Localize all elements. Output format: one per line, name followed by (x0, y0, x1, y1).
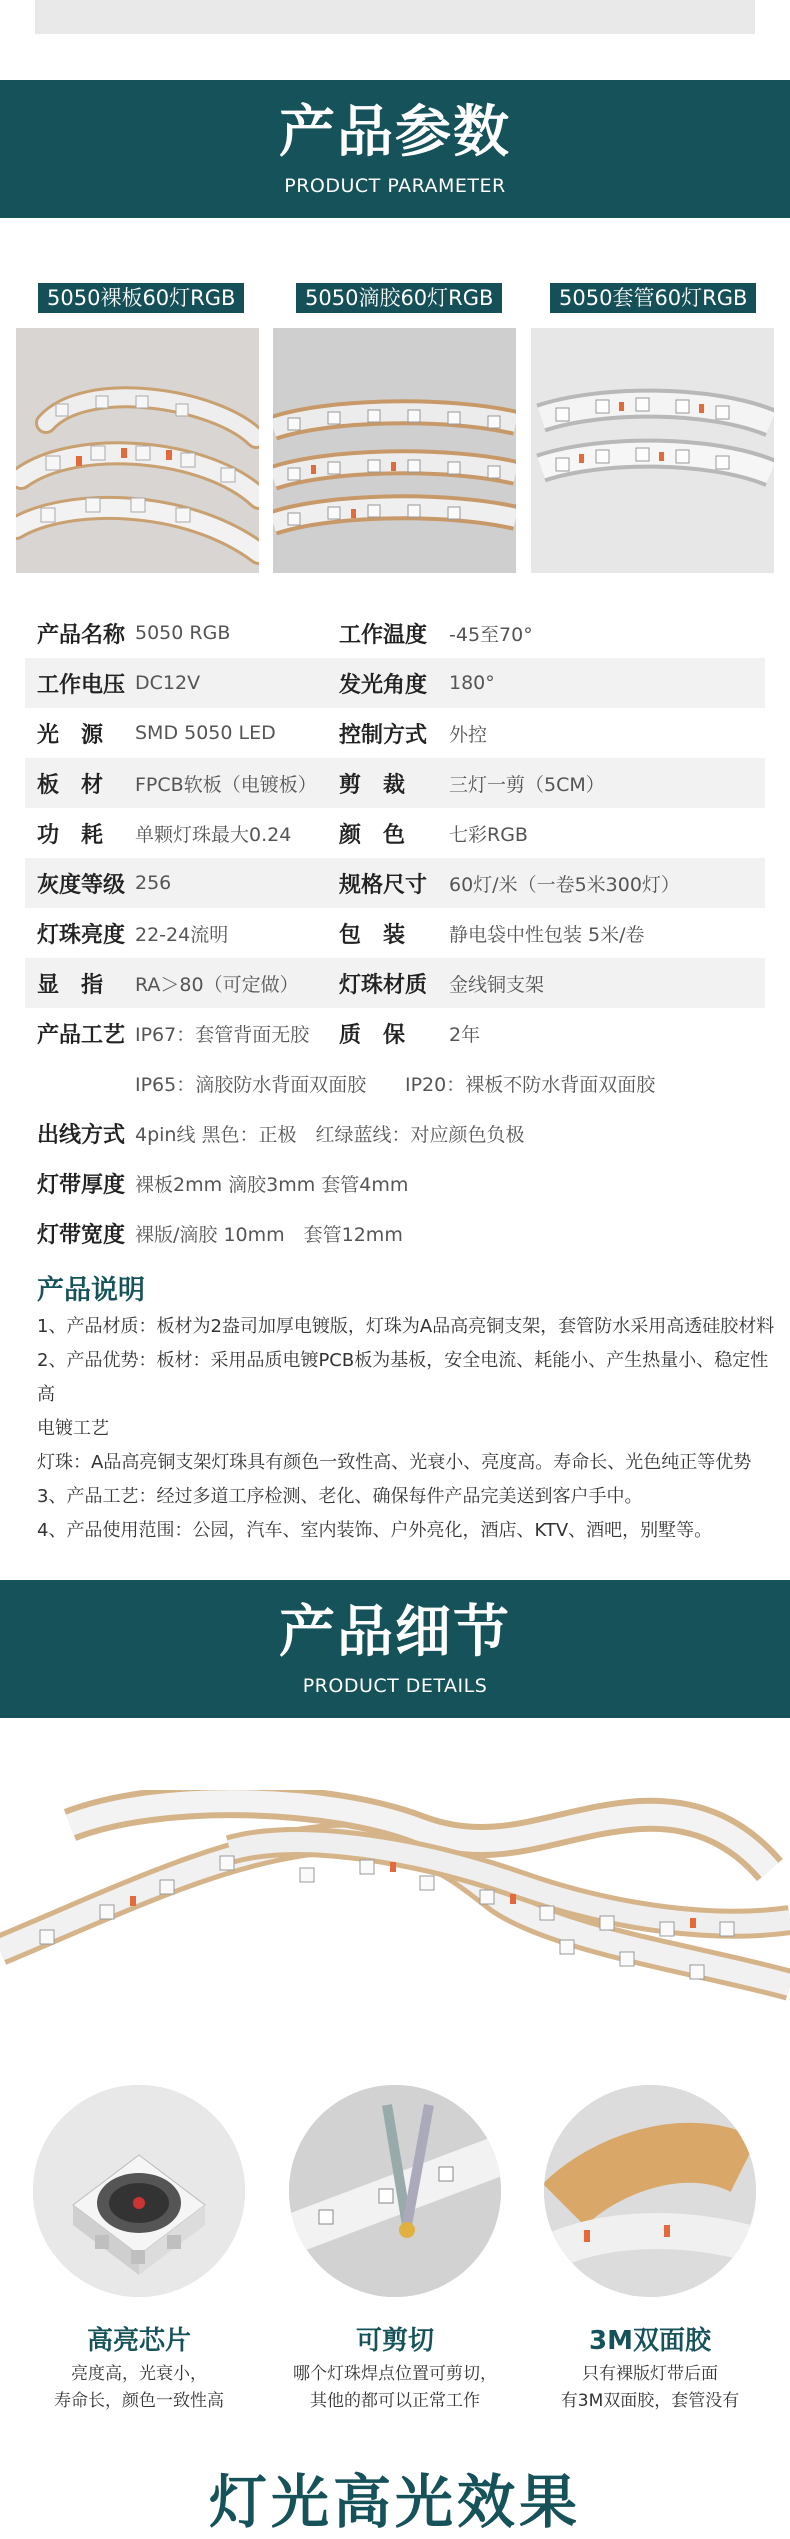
spec-value: 60灯/米（一卷5米300灯） (449, 873, 680, 896)
spec-key: 灰度等级 (37, 872, 126, 898)
spec-key: 显 指 (37, 972, 104, 998)
spec-key: 光 源 (37, 722, 104, 748)
lighting-effect-title: 灯光高光效果 (208, 2468, 581, 2536)
description-line: 3、产品工艺：经过多道工序检测、老化、确保每件产品完美送到客户手中。 (37, 1486, 643, 1507)
description-title: 产品说明 (37, 1275, 145, 1306)
spec-row (25, 1158, 765, 1208)
spec-key: 发光角度 (339, 672, 428, 698)
feature-description (525, 2361, 775, 2415)
spec-value: 七彩RGB (449, 823, 528, 846)
params-subtitle: PRODUCT PARAMETER (284, 175, 506, 197)
spec-table (25, 608, 765, 1258)
spec-row (25, 758, 765, 808)
chip-closeup-image (33, 2085, 245, 2297)
spec-key: 产品名称 (37, 622, 126, 648)
feature-title: 3M双面胶 (589, 2326, 711, 2356)
spec-value: 180° (449, 672, 495, 694)
feature-line: 亮度高，光衰小， (71, 2364, 207, 2384)
feature-line: 有3M双面胶，套管没有 (560, 2391, 740, 2411)
spec-key: 灯带宽度 (37, 1222, 126, 1248)
spec-row (25, 958, 765, 1008)
tab-epoxy: 5050滴胶60灯RGB (296, 283, 502, 313)
spec-value: 单颗灯珠最大0.24 (135, 823, 292, 846)
params-banner (0, 80, 790, 218)
description-line: 电镀工艺 (37, 1418, 109, 1439)
spec-value: 静电袋中性包装 5米/卷 (449, 923, 645, 946)
spec-row (25, 608, 765, 658)
spec-value: FPCB软板（电镀板） (135, 773, 317, 796)
spec-key: 灯珠材质 (339, 972, 428, 998)
spec-key: 灯带厚度 (37, 1172, 126, 1198)
feature-line: 只有裸版灯带后面 (582, 2364, 718, 2384)
feature-line: 哪个灯珠焊点位置可剪切， (293, 2364, 497, 2384)
spec-value: SMD 5050 LED (135, 722, 276, 744)
feature-description (14, 2361, 264, 2415)
spec-value: IP20：裸板不防水背面双面胶 (405, 1073, 656, 1096)
spec-key: 出线方式 (37, 1122, 126, 1148)
params-title: 产品参数 (279, 100, 511, 165)
spec-row (25, 1008, 765, 1058)
spec-key: 包 装 (339, 922, 406, 948)
top-gray-bar (35, 0, 755, 34)
spec-row (25, 658, 765, 708)
spec-row (25, 1108, 765, 1158)
spec-value: -45至70° (449, 623, 533, 646)
feature-description (270, 2361, 520, 2415)
spec-row (25, 708, 765, 758)
spec-key: 灯珠亮度 (37, 922, 126, 948)
details-subtitle: PRODUCT DETAILS (302, 1675, 488, 1697)
spec-key: 工作温度 (339, 622, 428, 648)
spec-value: 4pin线 黑色：正极 红绿蓝线：对应颜色负极 (135, 1123, 525, 1146)
feature-line: 其他的都可以正常工作 (310, 2391, 480, 2411)
tab-bare-board: 5050裸板60灯RGB (38, 283, 244, 313)
tape-backing-image (544, 2085, 756, 2297)
spec-row (25, 858, 765, 908)
spec-key: 规格尺寸 (339, 872, 428, 898)
feature-title: 可剪切 (355, 2326, 434, 2356)
spec-value: 裸板2mm 滴胶3mm 套管4mm (135, 1173, 409, 1196)
spec-value: IP65：滴胶防水背面双面胶 (135, 1073, 367, 1096)
description-line: 4、产品使用范围：公园，汽车、室内装饰、户外亮化，酒店、KTV、酒吧，别墅等。 (37, 1520, 713, 1541)
feature-line: 寿命长，颜色一致性高 (54, 2391, 224, 2411)
spec-value: RA＞80（可定做） (135, 973, 299, 996)
spec-row (25, 1208, 765, 1258)
description-body (37, 1310, 777, 1548)
spec-value: 22-24流明 (135, 923, 229, 946)
description-line: 灯珠：A品高亮铜支架灯珠具有颜色一致性高、光衰小、亮度高。寿命长、光色纯正等优势 (37, 1452, 752, 1473)
led-strip-detail-image (0, 1790, 790, 2020)
spec-value: 金线铜支架 (449, 973, 545, 996)
description-line: 1、产品材质：板材为2盎司加厚电镀版，灯珠为A品高亮铜支架，套管防水采用高透硅胶材料 (37, 1316, 775, 1337)
details-title: 产品细节 (279, 1600, 511, 1665)
spec-key: 工作电压 (37, 672, 126, 698)
spec-key: 板 材 (37, 772, 104, 798)
spec-value: 裸版/滴胶 10mm 套管12mm (135, 1223, 403, 1246)
spec-key: 质 保 (339, 1022, 406, 1048)
spec-row (25, 1058, 765, 1108)
spec-value: 2年 (449, 1023, 481, 1046)
description-line: 2、产品优势：板材：采用品质电镀PCB板为基板，安全电流、耗能小、产生热量小、稳定性高 (37, 1350, 769, 1405)
spec-key: 剪 裁 (339, 772, 406, 798)
tab-sleeve: 5050套管60灯RGB (550, 283, 756, 313)
spec-key: 功 耗 (37, 822, 104, 848)
spec-key: 颜 色 (339, 822, 406, 848)
spec-key: 产品工艺 (37, 1022, 126, 1048)
epoxy-strip-image (273, 328, 516, 573)
cutting-scissors-image (289, 2085, 501, 2297)
sleeve-strip-image (531, 328, 774, 573)
spec-row (25, 808, 765, 858)
details-banner (0, 1580, 790, 1718)
spec-row (25, 908, 765, 958)
spec-value: IP67：套管背面无胶 (135, 1023, 310, 1046)
bare-board-strip-image (16, 328, 259, 573)
spec-value: 256 (135, 872, 172, 894)
spec-value: DC12V (135, 672, 201, 694)
feature-title: 高亮芯片 (86, 2326, 191, 2356)
spec-value: 外控 (449, 723, 488, 746)
spec-value: 5050 RGB (135, 622, 231, 644)
spec-value: 三灯一剪（5CM） (449, 773, 605, 796)
spec-key: 控制方式 (339, 722, 428, 748)
